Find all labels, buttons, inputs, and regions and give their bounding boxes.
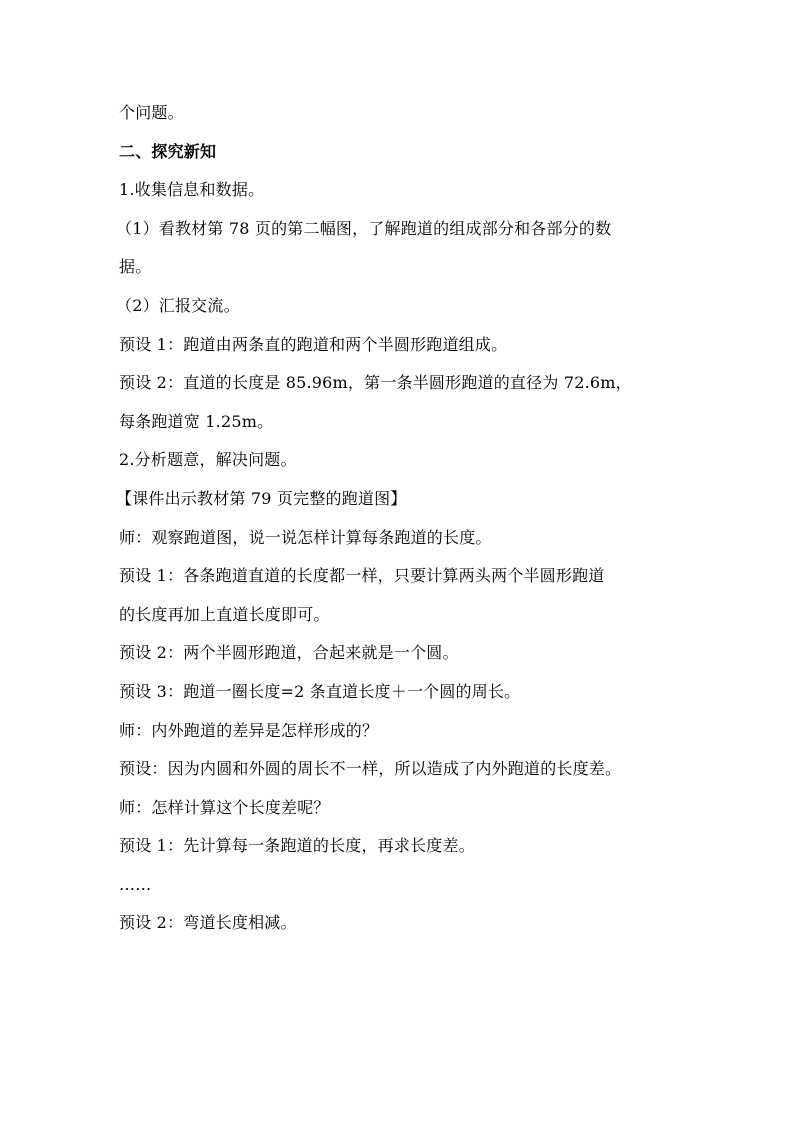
paragraph-line: （1）看教材第 78 页的第二幅图，了解跑道的组成部分和各部分的数 xyxy=(116,218,612,238)
paragraph-line: 预设 2：两个半圆形跑道，合起来就是一个圆。 xyxy=(119,643,459,663)
paragraph-line: 预设 2：弯道长度相减。 xyxy=(119,913,297,933)
paragraph-line: 预设 3：跑道一圈长度=2 条直道长度＋一个圆的周长。 xyxy=(119,681,521,701)
paragraph-line: 的长度再加上直道长度即可。 xyxy=(119,604,330,624)
paragraph-line: 师：观察跑道图，说一说怎样计算每条跑道的长度。 xyxy=(119,527,492,547)
paragraph-line: 预设：因为内圆和外圆的周长不一样，所以造成了内外跑道的长度差。 xyxy=(119,759,622,779)
paragraph-line: 预设 1：先计算每一条跑道的长度，再求长度差。 xyxy=(119,836,475,856)
step-heading: 2.分析题意，解决问题。 xyxy=(119,450,297,470)
paragraph-line: 师：怎样计算这个长度差呢？ xyxy=(119,797,330,817)
paragraph-line: （2）汇报交流。 xyxy=(116,295,240,315)
step-heading: 1.收集信息和数据。 xyxy=(119,180,265,200)
paragraph-line: 据。 xyxy=(119,257,152,277)
ellipsis-line: …… xyxy=(119,874,152,894)
paragraph-line: 【课件出示教材第 79 页完整的跑道图】 xyxy=(116,488,407,508)
paragraph-line: 预设 1：跑道由两条直的跑道和两个半圆形跑道组成。 xyxy=(119,334,508,354)
paragraph-line: 师：内外跑道的差异是怎样形成的？ xyxy=(119,720,379,740)
section-heading: 二、探究新知 xyxy=(119,141,217,161)
paragraph-line: 个问题。 xyxy=(119,103,184,122)
paragraph-line: 预设 2：直道的长度是 85.96m，第一条半圆形跑道的直径为 72.6m， xyxy=(119,373,632,393)
paragraph-line: 每条跑道宽 1.25m。 xyxy=(119,411,274,431)
paragraph-line: 预设 1：各条跑道直道的长度都一样，只要计算两头两个半圆形跑道 xyxy=(119,566,605,586)
document-body xyxy=(116,103,679,952)
